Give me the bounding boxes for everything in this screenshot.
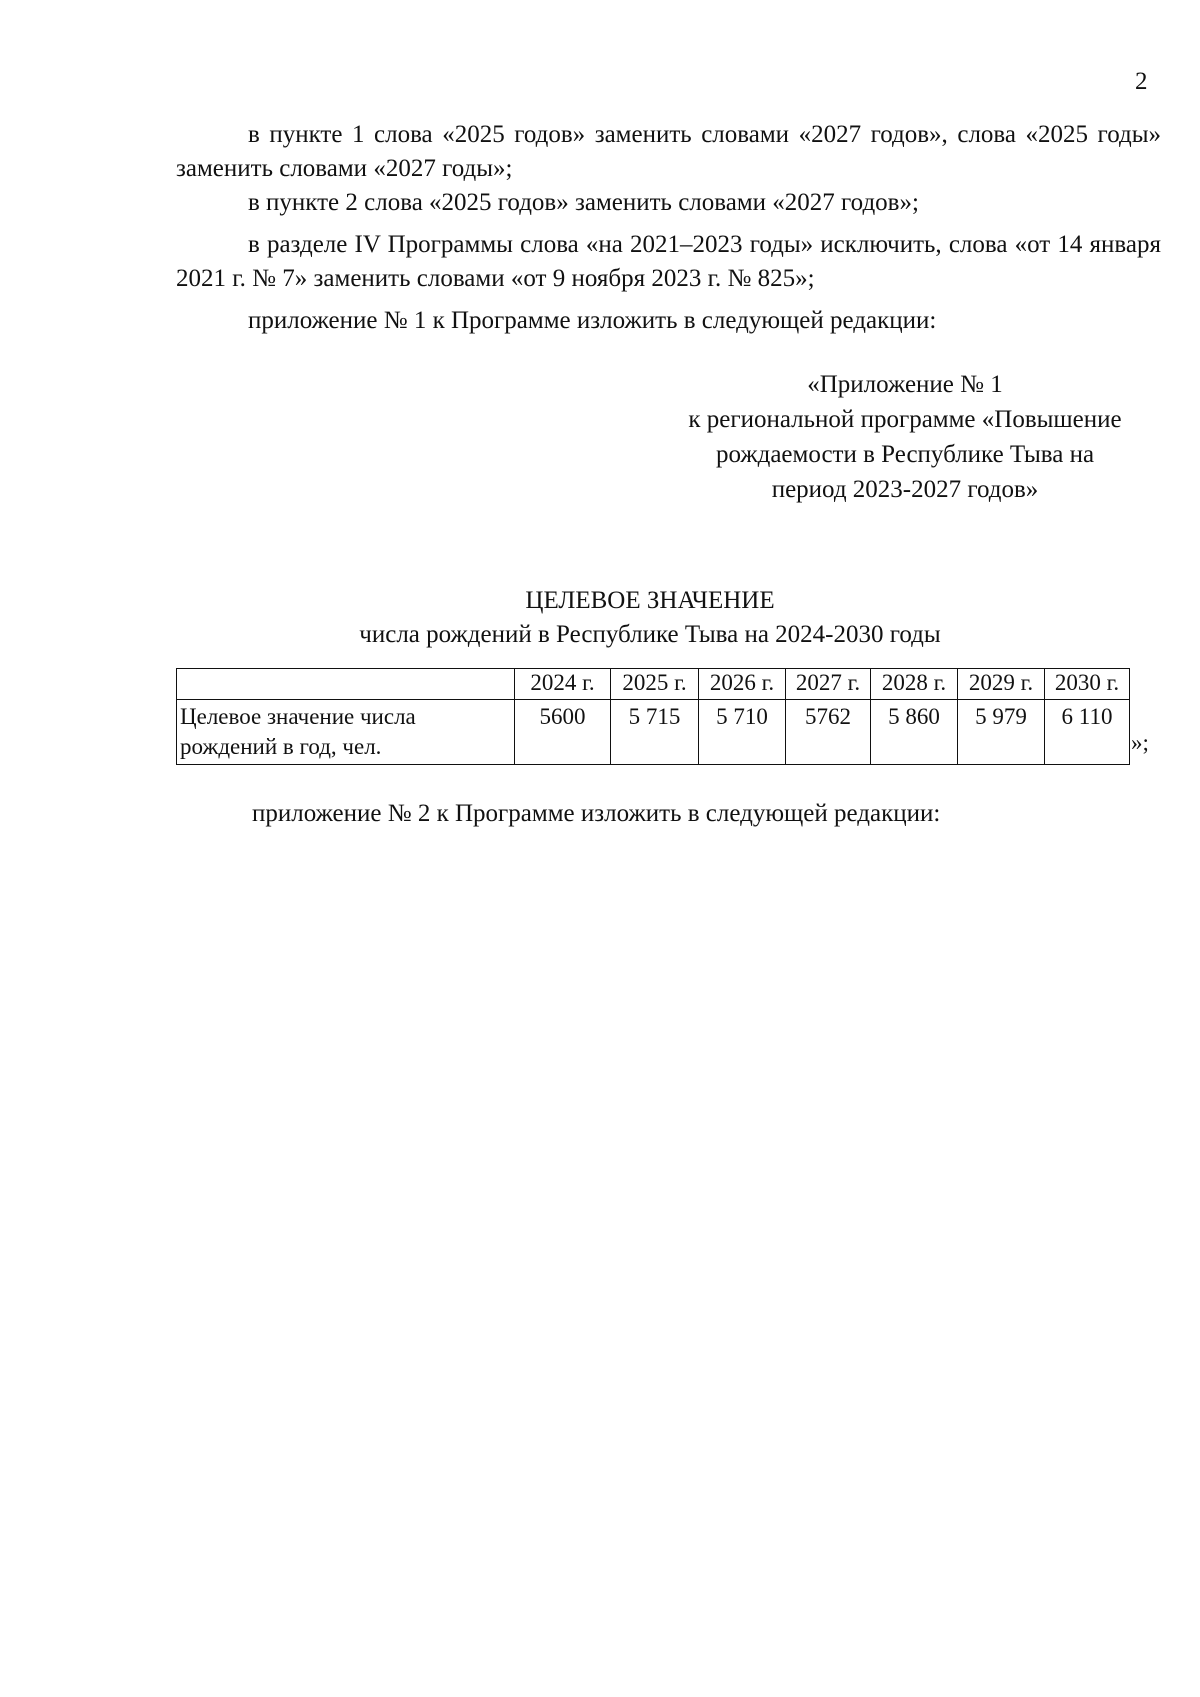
table-cell: 5 860 <box>871 700 958 765</box>
table-row <box>177 700 1130 765</box>
table-cell: 6 110 <box>1045 700 1130 765</box>
appendix-note-line: рождаемости в Республике Тыва на <box>715 441 1095 468</box>
table-header-cell <box>177 669 515 700</box>
target-subtitle: числа рождений в Республике Тыва на 2024-2030 годы <box>359 621 941 648</box>
table-cell: 5762 <box>786 700 871 765</box>
paragraph-3: в разделе IV Программы слова «на 2021–2023 годы» исключить, слова «от 14 января 2021 г. № 7» заменить словами «от 9 ноября 2023 г. № 825»; <box>176 231 1161 292</box>
table-cell: 5 715 <box>611 700 699 765</box>
table-header-cell: 2028 г. <box>871 669 958 700</box>
table-header-cell: 2027 г. <box>786 669 871 700</box>
appendix-note <box>650 367 1160 507</box>
appendix-note-line: к региональной программе «Повышение <box>688 406 1122 433</box>
appendix-note-line: период 2023-2027 годов» <box>771 476 1039 503</box>
table-header-row <box>177 669 1130 700</box>
target-title: ЦЕЛЕВОЕ ЗНАЧЕНИЕ <box>525 587 775 614</box>
closing-quote: »; <box>1131 730 1149 755</box>
table-cell: 5 979 <box>958 700 1045 765</box>
table-header-cell: 2030 г. <box>1045 669 1130 700</box>
paragraph-4: приложение № 1 к Программе изложить в следующей редакции: <box>248 307 937 334</box>
table-cell: 5600 <box>515 700 611 765</box>
table-row-label: Целевое значение числа рождений в год, чел. <box>177 700 515 765</box>
table-cell: 5 710 <box>699 700 786 765</box>
table-header-cell: 2029 г. <box>958 669 1045 700</box>
appendix-note-line: «Приложение № 1 <box>807 371 1003 398</box>
table-header-cell: 2026 г. <box>699 669 786 700</box>
page-number: 2 <box>1135 68 1148 95</box>
table-header-cell: 2024 г. <box>515 669 611 700</box>
final-paragraph: приложение № 2 к Программе изложить в следующей редакции: <box>252 800 941 827</box>
paragraph-2: в пункте 2 слова «2025 годов» заменить словами «2027 годов»; <box>248 189 919 216</box>
target-table <box>176 668 1130 765</box>
table-header-cell: 2025 г. <box>611 669 699 700</box>
paragraph-1: в пункте 1 слова «2025 годов» заменить словами «2027 годов», слова «2025 годы» заменить словами «2027 годы»; <box>176 121 1161 182</box>
